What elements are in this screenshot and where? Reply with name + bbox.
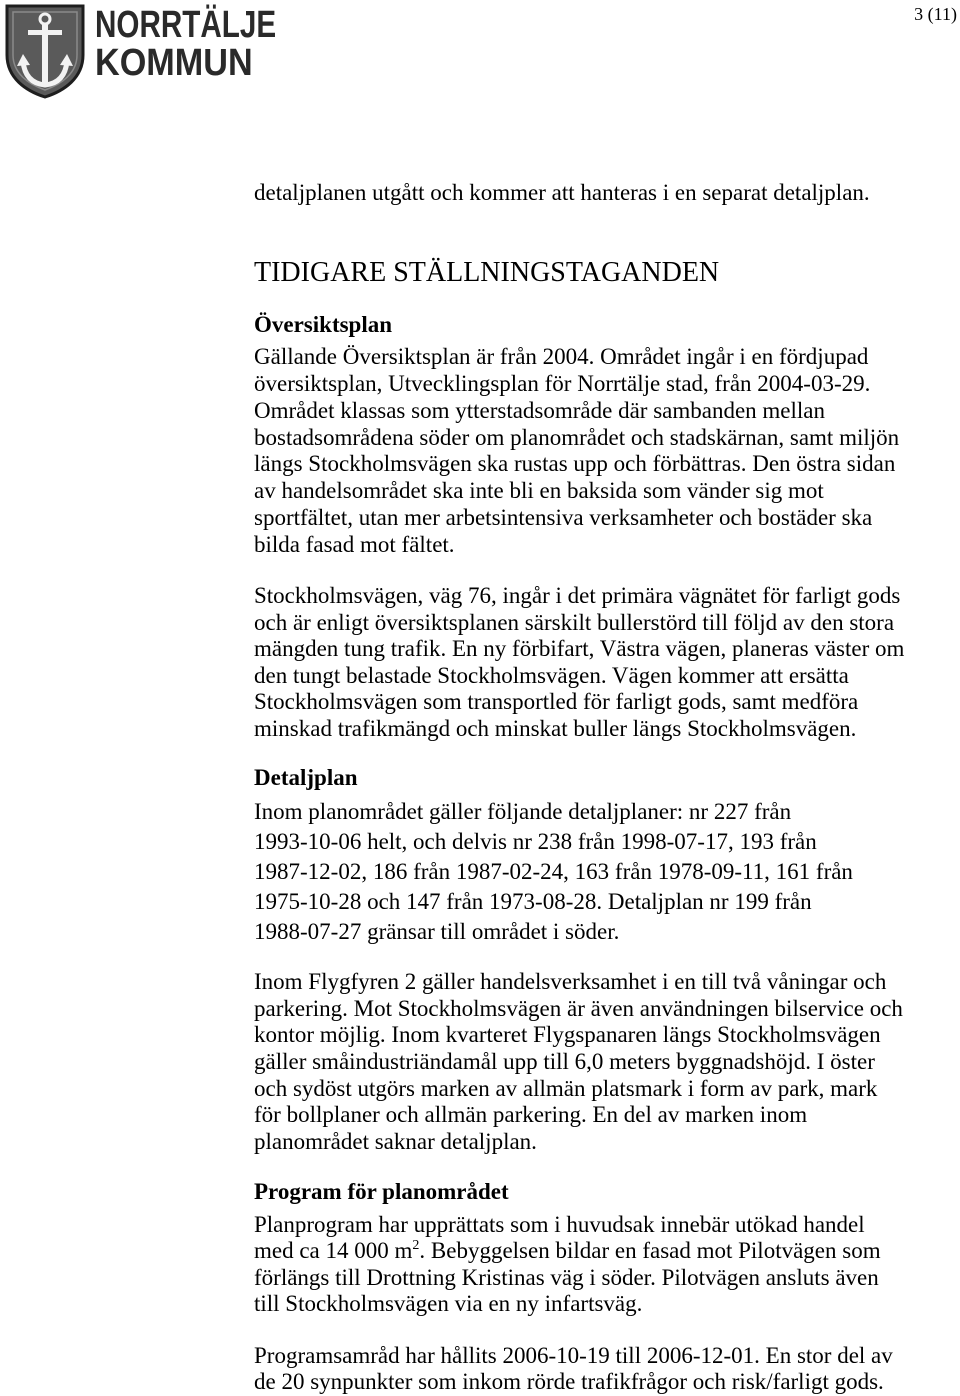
text-line: gäller småindustriändamål upp till 6,0 meters byggnadshöjd. I öster — [254, 1049, 875, 1075]
page-number: 3 (11) — [914, 4, 957, 24]
oversiktsplan-paragraph-2 — [254, 583, 904, 743]
text-line: bostadsområdena söder om planområdet och stadskärnan, samt miljön — [254, 424, 900, 450]
text-line: bilda fasad mot fältet. — [254, 532, 455, 558]
text-line: till Stockholmsvägen via en ny infartsväg. — [254, 1291, 643, 1317]
text-line: Området klassas som ytterstadsområde där sambanden mellan — [254, 397, 826, 423]
text-segment: . Bebyggelsen bildar en fasad mot Pilotvägen som — [419, 1238, 881, 1264]
text-line: kontor möjlig. Inom kvarteret Flygspanaren längs Stockholmsvägen — [254, 1022, 881, 1048]
superscript: 2 — [412, 1238, 420, 1254]
text-line: och sydöst utgörs marken av allmän platsmark i form av park, mark — [254, 1075, 878, 1101]
text-line: Gällande Översiktsplan är från 2004. Området ingår i en fördjupad — [254, 344, 869, 369]
heading-oversiktsplan: Översiktsplan — [254, 312, 393, 337]
text-line: den tungt belastade Stockholmsvägen. Vägen kommer att ersätta — [254, 662, 849, 688]
program-paragraph-1 — [254, 1212, 881, 1318]
intro-paragraph — [254, 180, 870, 207]
text-line: de 20 synpunkter som inkom rörde trafikfrågor och risk/farligt gods. — [254, 1369, 884, 1394]
heading-program: Program för planområdet — [254, 1179, 509, 1204]
text-line: Inom Flygfyren 2 gäller handelsverksamhet i en till två våningar och — [254, 969, 887, 994]
text-line: förlängs till Drottning Kristinas väg i söder. Pilotvägen ansluts även — [254, 1264, 879, 1290]
text-line: Stockholmsvägen som transportled för farligt gods, samt medföra — [254, 689, 859, 715]
text-line: detaljplanen utgått och kommer att hanteras i en separat detaljplan. — [254, 180, 870, 205]
text-line: Planprogram har upprättats som i huvudsak innebär utökad handel — [254, 1212, 865, 1237]
anchor-shield-icon — [4, 3, 86, 99]
text-line: minskad trafikmängd och minskat buller längs Stockholmsvägen. — [254, 715, 857, 741]
text-line: Programsamråd har hållits 2006-10-19 till 2006-12-01. En stor del av — [254, 1343, 893, 1368]
text-line: mängden tung trafik. En ny förbifart, Västra vägen, planeras väster om — [254, 636, 905, 662]
text-line-with-superscript — [254, 1238, 881, 1264]
text-line: av handelsområdet ska inte bli en baksida som vänder sig mot — [254, 478, 824, 504]
text-segment: med ca 14 000 m — [254, 1238, 413, 1264]
text-line: översiktsplan, Utvecklingsplan för Norrtälje stad, från 2004-03-29. — [254, 370, 871, 396]
text-line: Stockholmsvägen, väg 76, ingår i det primära vägnätet för farligt gods — [254, 583, 901, 608]
detaljplan-paragraph-1 — [254, 797, 853, 947]
logo-text-kommun: KOMMUN — [95, 42, 253, 84]
text-line: sportfältet, utan mer arbetsintensiva verksamheter och bostäder ska — [254, 505, 873, 531]
program-paragraph-2 — [254, 1343, 893, 1395]
heading-detaljplan: Detaljplan — [254, 765, 358, 790]
text-line: och är enligt översiktsplanen särskilt bullerstörd till följd av den stora — [254, 609, 895, 635]
section-title: TIDIGARE STÄLLNINGSTAGANDEN — [254, 257, 720, 288]
text-line: planområdet saknar detaljplan. — [254, 1129, 537, 1155]
oversiktsplan-paragraph-1 — [254, 344, 899, 559]
detaljplan-paragraph-2 — [254, 969, 903, 1156]
text-line: längs Stockholmsvägen ska rustas upp och förbättras. Den östra sidan — [254, 451, 896, 477]
text-line: 1988‑07‑27 gränsar till området i söder. — [254, 919, 620, 944]
text-line: parkering. Mot Stockholmsvägen är även användningen bilservice och — [254, 995, 903, 1021]
text-line: Inom planområdet gäller följande detaljplaner: nr 227 från — [254, 799, 792, 824]
text-line: 1987‑12‑02, 186 från 1987‑02‑24, 163 från 1978‑09‑11, 161 från — [254, 859, 853, 884]
text-line: för bollplaner och allmän parkering. En del av marken inom — [254, 1102, 808, 1128]
text-line: 1975‑10‑28 och 147 från 1973‑08‑28. Detaljplan nr 199 från — [254, 889, 812, 914]
logo-text-norrtalje: NORRTÄLJE — [95, 4, 277, 46]
text-line: 1993‑10‑06 helt, och delvis nr 238 från 1998‑07‑17, 193 från — [254, 829, 817, 854]
